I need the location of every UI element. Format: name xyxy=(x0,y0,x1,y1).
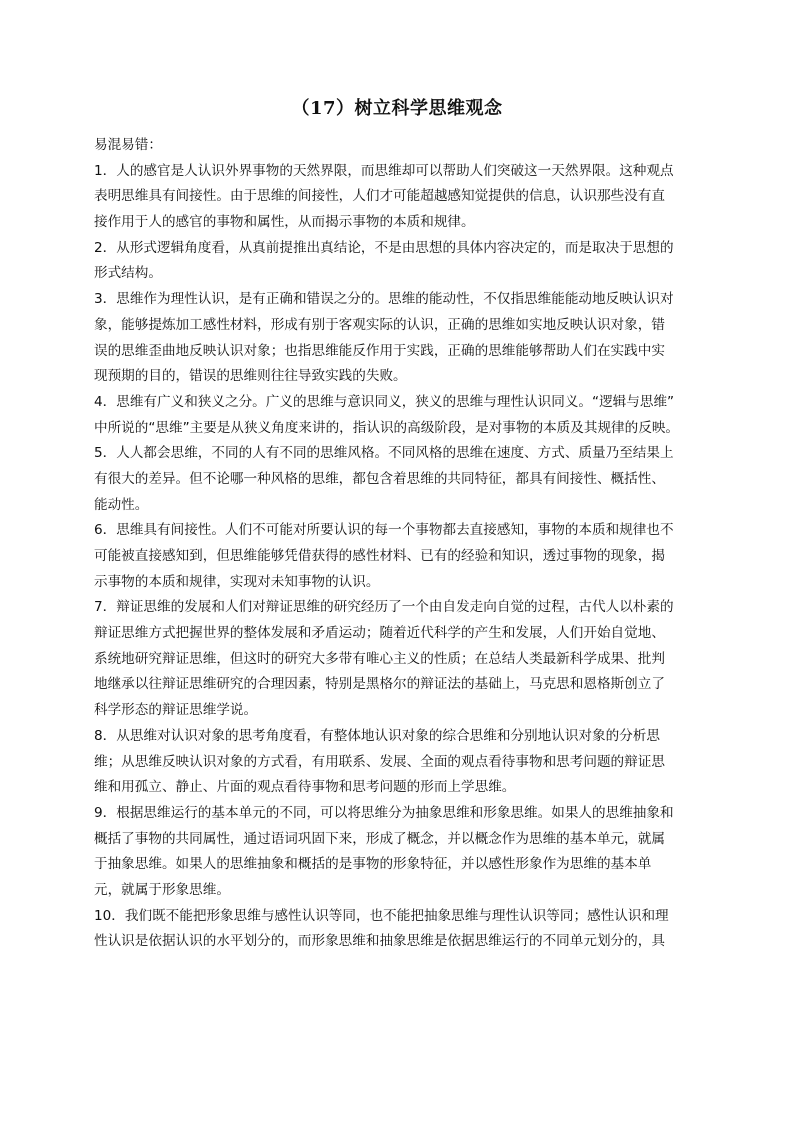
text-line: 能动性。 xyxy=(94,496,149,513)
text-line: 科学形态的辩证思维学说。 xyxy=(94,702,258,719)
text-line: 误的思维歪曲地反映认识对象；也指思维能反作用于实践，正确的思维能够帮助人们在实践中实 xyxy=(94,342,665,359)
text-line: 6．思维具有间接性。人们不可能对所要认识的每一个事物都去直接感知，事物的本质和规律也不 xyxy=(94,522,674,539)
text-line: 于抽象思维。如果人的思维抽象和概括的是事物的形象特征，并以感性形象作为思维的基本单 xyxy=(94,856,652,873)
text-line: 性认识是依据认识的水平划分的，而形象思维和抽象思维是依据思维运行的不同单元划分的，具 xyxy=(94,933,665,950)
page-title: （17）树立科学思维观念 xyxy=(291,98,503,119)
text-line: 1．人的感官是人认识外界事物的天然界限，而思维却可以帮助人们突破这一天然界限。这种观点 xyxy=(94,162,674,179)
section-label: 易混易错： xyxy=(94,137,162,153)
text-line: 4．思维有广义和狭义之分。广义的思维与意识同义，狭义的思维与理性认识同义。“逻辑与思维” xyxy=(94,393,675,410)
text-line: 2．从形式逻辑角度看，从真前提推出真结论，不是由思想的具体内容决定的，而是取决于思想的 xyxy=(94,239,674,256)
text-line: 表明思维具有间接性。由于思维的间接性，人们才可能超越感知觉提供的信息，认识那些没有直 xyxy=(94,188,665,205)
text-line: 有很大的差异。但不论哪一种风格的思维，都包含着思维的共同特征，都具有间接性、概括性、 xyxy=(94,470,665,487)
text-line: 10．我们既不能把形象思维与感性认识等同，也不能把抽象思维与理性认识等同；感性认识和理 xyxy=(94,907,669,924)
text-line: 中所说的“思维”主要是从狭义角度来讲的，指认识的高级阶段，是对事物的本质及其规律的反映。 xyxy=(94,419,680,436)
text-line: 维；从思维反映认识对象的方式看，有用联系、发展、全面的观点看待事物和思考问题的辩证思 xyxy=(94,753,665,770)
text-line: 示事物的本质和规律，实现对未知事物的认识。 xyxy=(94,573,380,590)
text-line: 系统地研究辩证思维，但这时的研究大多带有唯心主义的性质；在总结人类最新科学成果、批判 xyxy=(94,650,665,667)
document-body xyxy=(94,133,696,955)
text-line: 地继承以往辩证思维研究的合理因素，特别是黑格尔的辩证法的基础上，马克思和恩格斯创立了 xyxy=(94,676,665,693)
text-line: 9．根据思维运行的基本单元的不同，可以将思维分为抽象思维和形象思维。如果人的思维抽象和 xyxy=(94,804,674,821)
text-line: 元，就属于形象思维。 xyxy=(94,881,230,898)
text-line: 维和用孤立、静止、片面的观点看待事物和思考问题的形而上学思维。 xyxy=(94,779,516,796)
text-line: 8．从思维对认识对象的思考角度看，有整体地认识对象的综合思维和分别地认识对象的分析思 xyxy=(94,727,660,744)
text-line: 现预期的目的，错误的思维则往往导致实践的失败。 xyxy=(94,368,407,385)
text-line: 7．辩证思维的发展和人们对辩证思维的研究经历了一个由自发走向自觉的过程，古代人以朴素的 xyxy=(94,599,674,616)
text-line: 可能被直接感知到，但思维能够凭借获得的感性材料、已有的经验和知识，透过事物的现象，揭 xyxy=(94,548,665,564)
text-line: 5．人人都会思维，不同的人有不同的思维风格。不同风格的思维在速度、方式、质量乃至结果上 xyxy=(94,445,674,462)
text-line: 概括了事物的共同属性，通过语词巩固下来，形成了概念，并以概念作为思维的基本单元，就属 xyxy=(94,830,665,847)
text-line: 3．思维作为理性认识，是有正确和错误之分的。思维的能动性，不仅指思维能能动地反映认识对 xyxy=(94,291,674,308)
text-line: 象，能够提炼加工感性材料，形成有别于客观实际的认识，正确的思维如实地反映认识对象，错 xyxy=(94,316,665,333)
text-line: 辩证思维方式把握世界的整体发展和矛盾运动；随着近代科学的产生和发展，人们开始自觉地、 xyxy=(94,625,665,642)
text-line: 接作用于人的感官的事物和属性，从而揭示事物的本质和规律。 xyxy=(94,214,475,231)
text-line: 形式结构。 xyxy=(94,265,162,282)
